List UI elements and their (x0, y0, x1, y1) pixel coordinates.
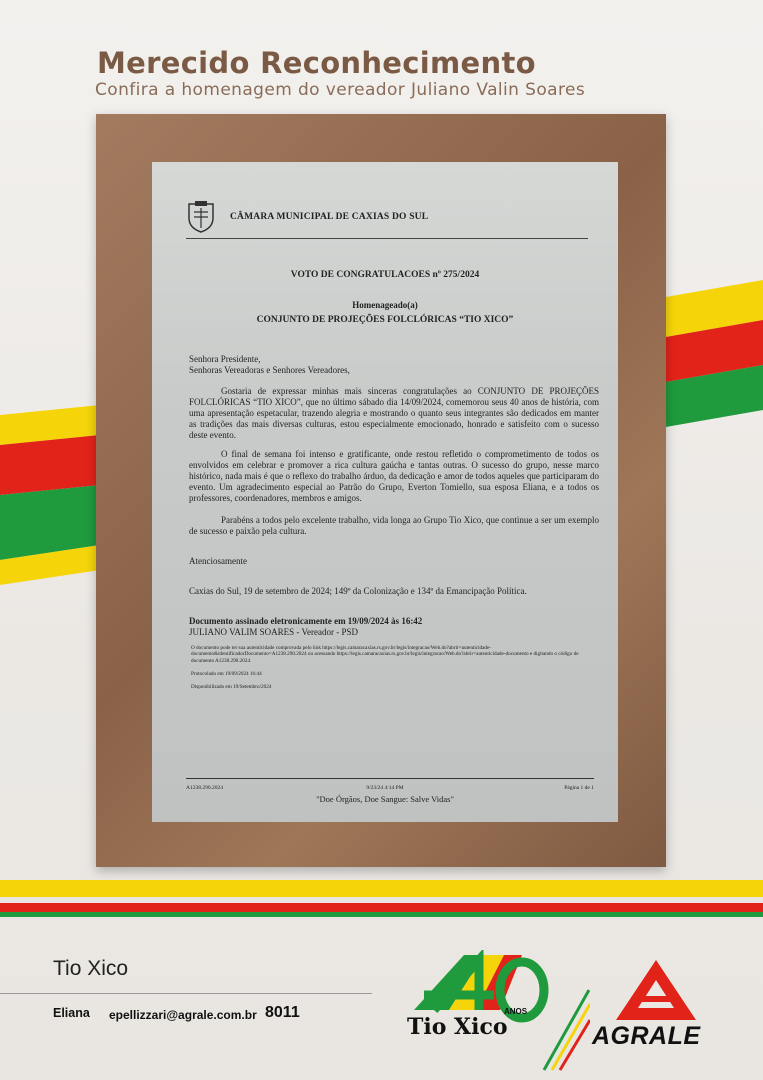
closing: Atenciosamente (189, 556, 247, 566)
available-date: Disponibilizado em 19/Setembro/2024 (191, 684, 272, 690)
band-green (0, 912, 763, 917)
protocol-date: Protocolado em 19/09/2024 16:44 (191, 671, 262, 677)
coat-of-arms-icon (186, 200, 216, 234)
footer-page: Página 1 de 1 (564, 785, 594, 791)
contact-email[interactable]: epellizzari@agrale.com.br (109, 1008, 257, 1022)
framed-document (152, 162, 618, 822)
chamber-name: CÂMARA MUNICIPAL DE CAXIAS DO SUL (230, 212, 429, 222)
paragraph-1: Gostaria de expressar minhas mais sinceras congratulações ao CONJUNTO DE PROJEÇÕES FOLCLÓRICAS “TIO XICO”, que no último sábado dia 14/09/2024, comemorou seus 40 anos de história, com uma apresentação espetacular, trazendo alegria e mostrando o quanto seus integrantes são dedicados em manter as tradições das mais diversas culturas, estou especialmente emocionado, honrado e satisfeito com o sucesso deste evento. (189, 386, 599, 440)
signer: JULIANO VALIM SOARES - Vereador - PSD (189, 627, 359, 637)
paragraph-3: Parabéns a todos pelo excelente trabalho, vida longa ao Grupo Tio Xico, que continue a ser um exemplo de sucesso e paixão pela cultura. (189, 515, 599, 536)
logo-tio-xico-text: Tio Xico (407, 1014, 508, 1040)
footer-slogan: "Doe Órgãos, Doe Sangue: Salve Vidas" (316, 794, 454, 804)
footer-rule (186, 778, 594, 779)
stripe-red-left (0, 435, 100, 495)
vote-title: VOTO DE CONGRATULACOES nº 275/2024 (290, 270, 480, 280)
logo-anos: ANOS (504, 1007, 528, 1016)
contact-name: Eliana (53, 1006, 90, 1020)
honoree-name: CONJUNTO DE PROJEÇÕES FOLCLÓRICAS “TIO XICO” (256, 315, 514, 325)
contact-extension: 8011 (265, 1004, 300, 1021)
footer-datetime: 9/23/24 4:14 PM (366, 785, 404, 791)
document-header (186, 200, 428, 234)
honoree-label: Homenageado(a) (352, 300, 418, 310)
signed-line: Documento assinado eletronicamente em 19/09/2024 às 16:42 (189, 616, 423, 626)
salutation-2: Senhoras Vereadoras e Senhores Vereadores, (189, 365, 350, 375)
band-red (0, 903, 763, 912)
paragraph-2: O final de semana foi intenso e gratificante, onde restou refletido o comprometimento de todos os envolvidos em celebrar e promover a rica cultura gaúcha e tantas outras. O sucesso do grupo, nesse marco histórico, nada mais é que o reflexo do trabalho árduo, da dedicação e amor de todos aqueles que participaram do evento. Um agradecimento especial ao Patrão do Grupo, Everton Tomiello, sua esposa Eliana, e a todos os professores, coordenadores, membros e amigos. (189, 449, 599, 503)
page-title: Merecido Reconhecimento (97, 46, 536, 80)
agrale-logo-text: AGRALE (592, 1022, 701, 1050)
salutation-1: Senhora Presidente, (189, 354, 261, 364)
band-yellow (0, 880, 763, 897)
footer-code: A1238.290.2024 (186, 785, 223, 791)
agrale-logo-icon (614, 958, 698, 1022)
brand-name: Tio Xico (53, 957, 129, 980)
place-date: Caxias do Sul, 19 de setembro de 2024; 149º da Colonização e 134º da Emancipação Política. (189, 586, 527, 596)
header-rule (186, 238, 588, 239)
authenticity-note: O documento pode ter sua autenticidade comprovada pelo link https://legis.camaracaxias.rs.gov.br/legis/integracao/Web.do?abrir=autenticidade-documento&identificadorDocumento=A1238.290.2024 ou acessando https://legis.camaracaxias.rs.gov.br/legis/integracao/Web.do?abrir=autenticidade-documento e digitando o código de documento A1238.290.2024. (191, 645, 579, 664)
page-subtitle: Confira a homenagem do vereador Juliano Valin Soares (95, 80, 586, 100)
footer-divider (0, 993, 372, 994)
